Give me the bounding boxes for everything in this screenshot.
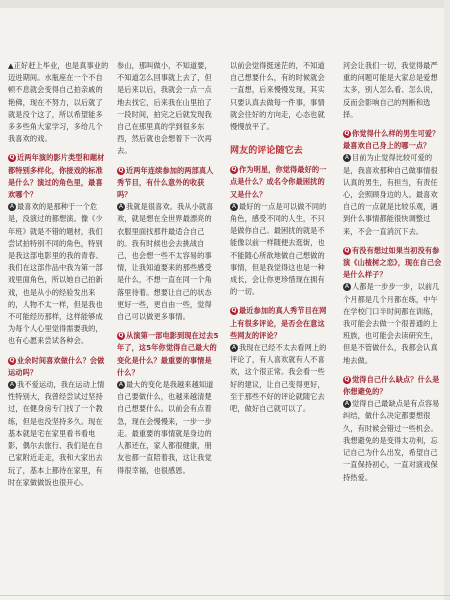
- answer-marker-icon: A: [231, 202, 237, 210]
- question: [343, 374, 443, 398]
- answer-marker-icon: A: [344, 283, 350, 291]
- qa-block: [8, 355, 110, 489]
- answer: [8, 201, 110, 347]
- question-text: 作为明星，你觉得最好的一点是什么？成名令你最困扰的又是什么？: [230, 165, 327, 199]
- answer-marker-icon: A: [344, 400, 350, 408]
- question: [230, 305, 332, 342]
- question: [117, 165, 219, 202]
- qa-block: [117, 165, 219, 324]
- column-2: [117, 60, 219, 477]
- answer-marker-icon: A: [9, 381, 15, 389]
- qa-block: [8, 152, 110, 347]
- question-marker-icon: Q: [9, 154, 15, 162]
- question: [230, 164, 332, 201]
- answer-marker-icon: A: [344, 154, 350, 162]
- answer-marker-icon: A: [118, 381, 124, 389]
- question-marker-icon: Q: [9, 356, 15, 364]
- answer-text: 最大的变化是我越来越知道自己要做什么，也越来越清楚自己想要什么。以前会有点着急，现在会慢慢来，一步一步走。最重要的事情就是身边的人都还在，家人都很健康，朋友也都一直陪着我，这让我觉得很幸福，也很感恩。: [117, 380, 214, 475]
- answer: [8, 379, 110, 489]
- question-marker-icon: Q: [231, 166, 237, 174]
- question-text: 从演第一部电影到现在过去5年了，这5年你觉得自己最大的变化是什么？最重要的事情是什么？: [117, 331, 219, 377]
- question-text: 近两年演的影片类型和题材都特别多样化，你接戏的标准是什么？演过的角色里，最喜欢哪个？: [8, 153, 105, 200]
- answer-text: 我就是很喜欢。我从小就喜欢，就是想在全世界最漂亮的衣服里面找那件最适合自己的。我有时候也会去挑战自己，也会想一些不太容易的事情，让我知道要来的那些感受是什么，不想一直在同一个角落里待着。想要让自己的状态更好一些，更自由一些，觉得自己可以做更多事情。: [117, 202, 214, 322]
- answer: [343, 152, 443, 237]
- answer-text: 目前为止觉得比较可爱的是，我喜欢那种自己做事情很认真的男生，有担当，有责任心，会照顾身边的人。最喜欢自己的一点就是比较乐观，遇到什么事情都能很快调整过来，不会一直消沉下去。: [343, 153, 438, 236]
- qa-block: [343, 374, 443, 484]
- question-marker-icon: Q: [118, 166, 124, 174]
- answer: [343, 398, 443, 483]
- top-margin: [0, 0, 450, 8]
- question-marker-icon: Q: [344, 130, 350, 138]
- question: [8, 355, 110, 379]
- answer-marker-icon: A: [118, 203, 124, 211]
- answer: [230, 201, 332, 299]
- question: [117, 330, 219, 379]
- answer: [117, 379, 219, 477]
- question-marker-icon: Q: [344, 246, 350, 254]
- question-text: 觉得自己什么缺点？什么是你想避免的？: [343, 374, 440, 397]
- question: [343, 128, 443, 152]
- answer: [343, 281, 443, 366]
- answer-marker-icon: A: [231, 344, 237, 352]
- section-heading: 网友的评论随它去: [230, 146, 303, 157]
- column-4-intro: 河会让我们一切，我觉得最严重的问题可能是大家总是爱想太多，别人怎么看、怎么说，反而会影响自己的判断和选择。: [343, 61, 438, 119]
- page-edge: [444, 0, 450, 600]
- answer-text: 觉得自己最缺点是有点容易纠结，做什么决定都要想很久，有时候会错过一些机会。我想避免的是变得太功利，忘记自己为什么出发，希望自己一直保持初心，一直对演戏保持热爱。: [343, 399, 440, 482]
- question-marker-icon: Q: [231, 307, 237, 315]
- column-4: [343, 60, 443, 484]
- question-text: 近两年连续参加的两部真人秀节目，有什么意外的收获吗？: [117, 165, 214, 200]
- qa-block: [230, 164, 332, 298]
- qa-block: [343, 245, 443, 367]
- column-3-intro: 以前会觉得挺迷茫的，不知道自己想要什么，有的时候就会一直想，后来慢慢发现，其实只要认真去做每一件事，事情就会往好的方向走，心态也就慢慢放平了。: [230, 61, 325, 132]
- answer-text: 最好的一点是可以做不同的角色，感受不同的人生，不只是做你自己。最困扰的就是不能像以前一样随便去逛街，也不能随心所欲地做自己想做的事情，但是我觉得这也是一种成长，会让你更珍惜现在拥有的一切。: [230, 201, 327, 297]
- answer-text: 人都是一步步一步，以前几个月都是几个月都在练，中午在学校门口半时间都在训练，我可能会去做一个很普通的上班族，也可能会去读研究生，但是不管做什么，我都会认真地去做。: [343, 282, 440, 365]
- answer-text: 我不爱运动，我在运动上情性特别大，我曾经尝试过坚持过，在健身房专门找了一个教练，但是也没坚持多久。现在基本就是宅在家里看书看电影，偶尔去旅行、我们是在自己家附近走走，我和大家出去玩了，基本上都待在家里，有时在家做做饭也很开心。: [8, 380, 105, 487]
- column-1-intro: ▲正好赶上毕业，也是真事业的迈进期间。水瓶座在一个不自顿不息就会变得自己拍亲戚的艳佛，现在不努力，以后就了就是没个这了，所以希望能多多多些角大家学习，多给几个我喜欢的戏。: [8, 61, 109, 144]
- column-3: [230, 60, 332, 415]
- column-2-intro: 参山，那叫做小，不知道要，不知道怎么回事就上去了，但是后来以后，我就会一点一点地去找它，后来我在山里拍了一段时间，拍完之后就发现我自己在那里真的学到很多东西，然后就也会想着下一次再去。: [117, 61, 212, 156]
- question: [343, 245, 443, 282]
- question-text: 业余时间喜欢做什么？会做运动吗？: [8, 355, 105, 377]
- column-1: [8, 60, 110, 489]
- answer-marker-icon: A: [9, 203, 15, 211]
- question-marker-icon: Q: [118, 332, 124, 340]
- bottom-divider: [0, 595, 450, 596]
- qa-block: [343, 128, 443, 238]
- question-text: 有没有想过如果当初没有参演《山楂树之恋》，现在自己会是什么样子？: [343, 245, 442, 280]
- answer-text: 我现在已经不太去看网上的评论了，有人喜欢就有人不喜欢，这个很正常。我会看一些好的建议，让自己变得更好，至于那些不好的评论就随它去吧，做好自己就可以了。: [230, 343, 327, 414]
- qa-block: [230, 305, 332, 415]
- question-marker-icon: Q: [344, 375, 350, 383]
- question-text: 最近参加的真人秀节目在网上有很多评论，是否会在意这些网友的评论？: [230, 306, 327, 340]
- question-text: 你觉得什么样的男生可爱？最喜欢自己身上的哪一点？: [343, 129, 440, 151]
- answer-text: 最喜欢的是那种于一个危是，没演过的都想演。像《少年班》就是不错的题材，我们尝试拍特别不同的角色，特别是我这部电影里的我的青春、我们在这部作品中我为第一部戏里面角色，所以她自己拍新戏，也是从小的经验发出来的，人物不太一样，但是我也不可能经历那样，这样能够成为每个人心里觉得需要我的，也有心愿来尝试各种会。: [8, 202, 103, 346]
- answer: [230, 342, 332, 415]
- answer: [117, 201, 219, 323]
- qa-block: [117, 330, 219, 476]
- question: [8, 152, 110, 201]
